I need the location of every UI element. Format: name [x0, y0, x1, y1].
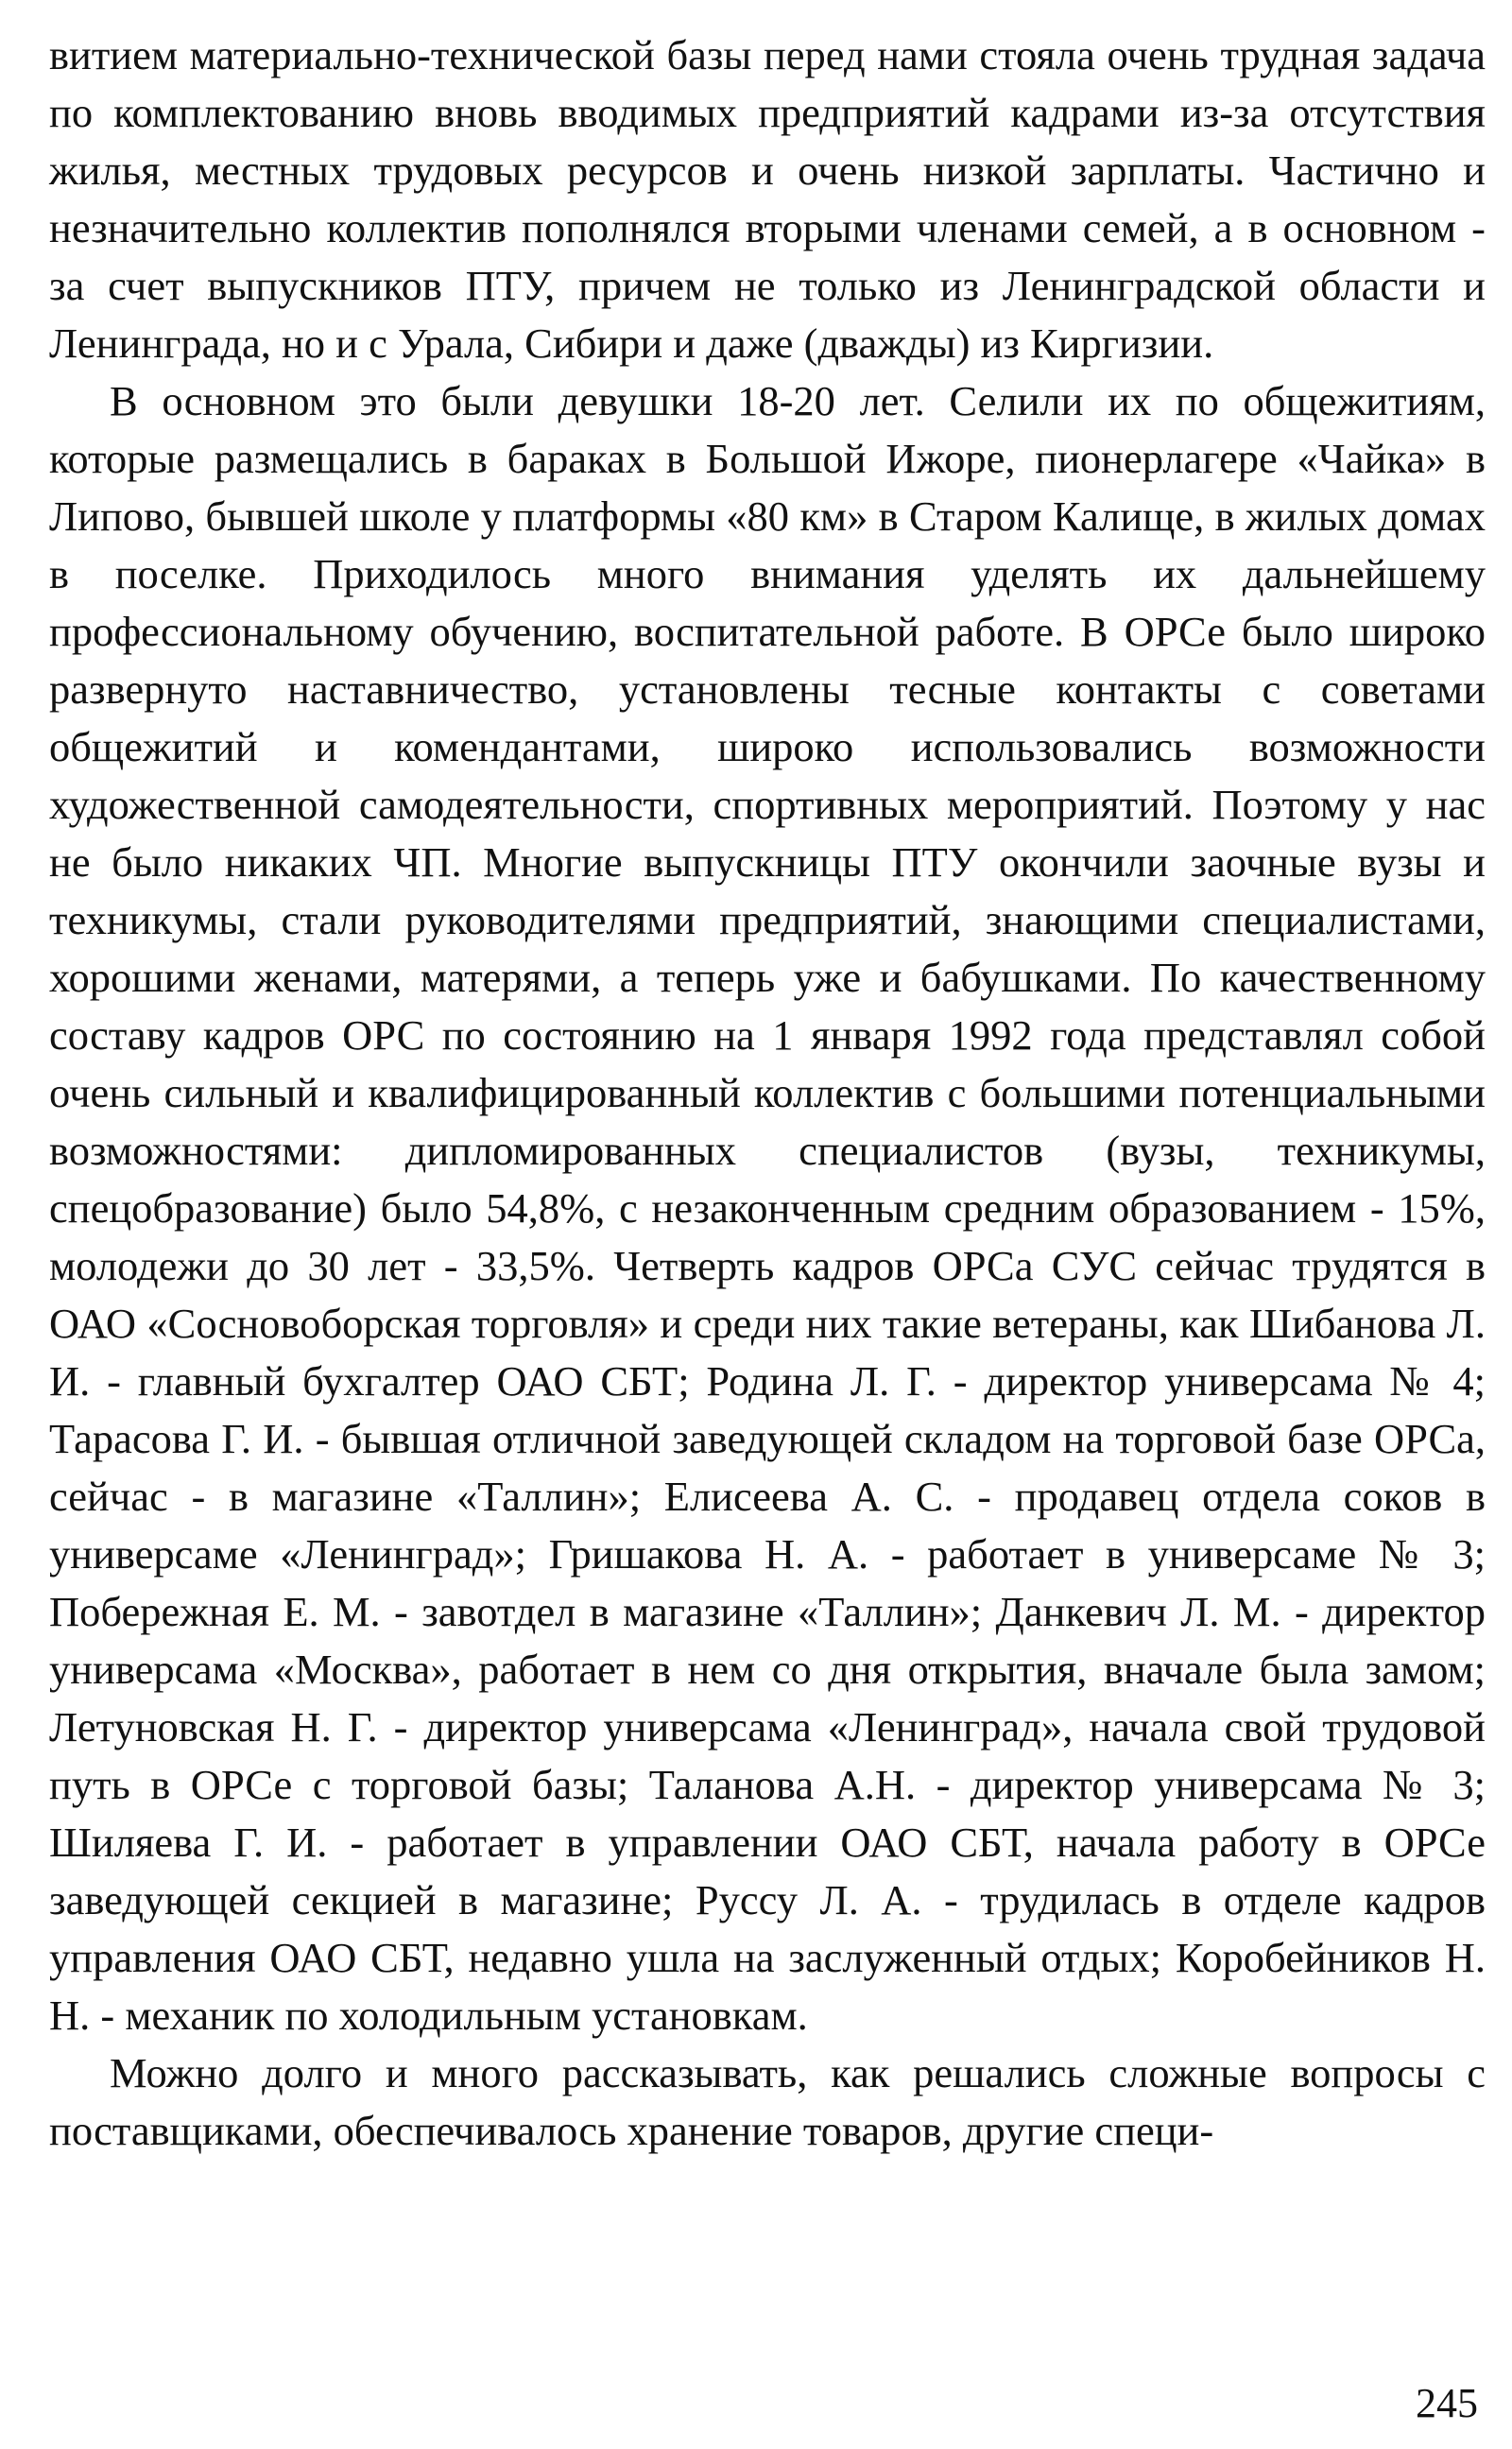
paragraph-suppliers: Можно долго и много рассказывать, как решались сложные вопросы с поставщиками, обеспечивалось хранение товаров, другие специ- [49, 2049, 1486, 2154]
page-number: 245 [1416, 2380, 1478, 2426]
paragraph-continuation: витием материально-технической базы перед нами стояла очень трудная задача по комплектованию вновь вводимых предприятий кадрами из-за отсутствия жилья, местных трудовых ресурсов и очень низкой зарплаты. Частично и незначительно коллектив пополнялся вторыми членами семей, а в основном - за счет выпускников ПТУ, причем не только из Ленинградской области и Ленинграда, но и с Урала, Сибири и даже (дважды) из Киргизии. [49, 31, 1486, 367]
book-page [49, 26, 1486, 2408]
paragraph-staff-history: В основном это были девушки 18-20 лет. Селили их по общежитиям, которые размещались в бараках в Большой Ижоре, пионерлагере «Чайка» в Липово, бывшей школе у платформы «80 км» в Старом Калище, в жилых домах в поселке. Приходилось много внимания уделять их дальнейшему профессиональному обучению, воспитательной работе. В ОРСе было широко развернуто наставничество, установлены тесные контакты с советами общежитий и комендантами, широко использовались возможности художественной самодеятельности, спортивных мероприятий. Поэтому у нас не было никаких ЧП. Многие выпускницы ПТУ окончили заочные вузы и техникумы, стали руководителями предприятий, знающими специалистами, хорошими женами, матерями, а теперь уже и бабушками. По качественному составу кадров ОРС по состоянию на 1 января 1992 года представлял собой очень сильный и квалифицированный коллектив с большими потенциальными возможностями: дипломированных специалистов (вузы, техникумы, спецобразование) было 54,8%, с незаконченным средним образованием - 15%, молодежи до 30 лет - 33,5%. Четверть кадров ОРСа СУС сейчас трудятся в ОАО «Сосновоборская торговля» и среди них такие ветераны, как Шибанова Л. И. - главный бухгалтер ОАО СБТ; Родина Л. Г. - директор универсама № 4; Тарасова Г. И. - бывшая отличной заведующей складом на торговой базе ОРСа, сейчас - в магазине «Таллин»; Елисеева А. С. - продавец отдела соков в универсаме «Ленинград»; Гришакова Н. А. - работает в универсаме № 3; Побережная Е. М. - завотдел в магазине «Таллин»; Данкевич Л. М. - директор универсама «Москва», работает в нем со дня открытия, вначале была замом; Летуновская Н. Г. - директор универсама «Ленинград», начала свой трудовой путь в ОРСе с торговой базы; Таланова А.Н. - директор универсама № 3; Шиляева Г. И. - работает в управлении ОАО СБТ, начала работу в ОРСе заведующей секцией в магазине; Руссу Л. А. - трудилась в отделе кадров управления ОАО СБТ, недавно ушла на заслуженный отдых; Коробейников Н. Н. - механик по холодильным установкам. [49, 377, 1486, 2039]
